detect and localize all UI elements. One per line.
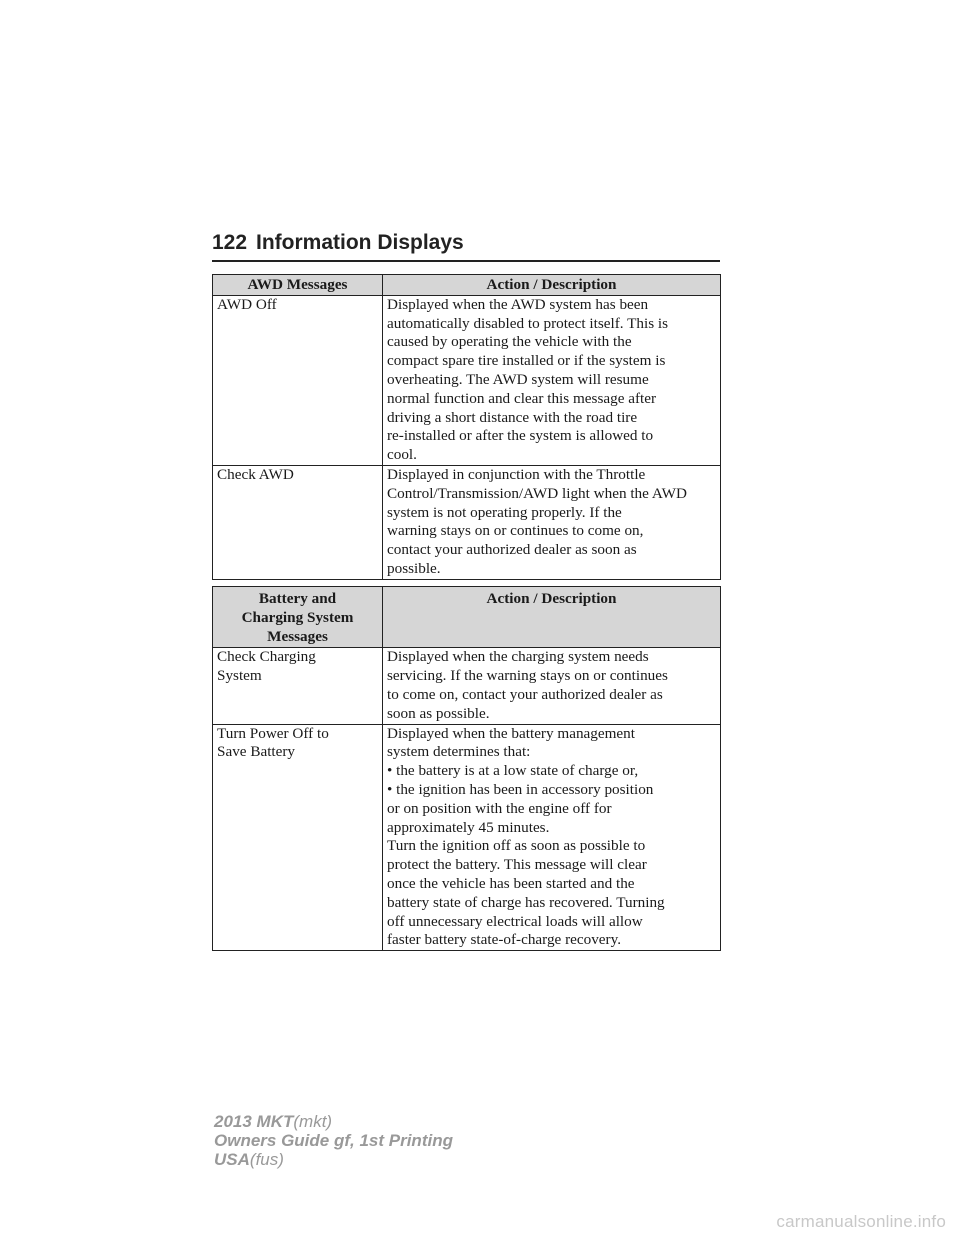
bullet-line: • the ignition has been in accessory position: [387, 780, 654, 798]
description-line: Turn the ignition off as soon as possible to: [387, 837, 646, 855]
footer-guide: Owners Guide gf, 1st Printing: [214, 1131, 453, 1150]
description-line: cool.: [387, 446, 417, 464]
description-line: system is not operating properly. If the: [387, 503, 622, 521]
description-line: possible.: [387, 559, 441, 577]
table-row: [213, 295, 721, 465]
table-row: [213, 648, 721, 724]
header-line: Battery and: [258, 590, 337, 607]
table-row: [213, 465, 721, 579]
description-line: servicing. If the warning stays on or continues: [387, 667, 668, 685]
message-line: System: [217, 667, 262, 685]
description-line: to come on, contact your authorized dealer as: [387, 685, 663, 703]
watermark-text: carmanualsonline.info: [776, 1212, 946, 1231]
message-cell: [213, 724, 383, 951]
column-header-action: Action / Description: [383, 275, 721, 296]
description-line: overheating. The AWD system will resume: [387, 370, 649, 388]
footer-model: 2013 MKT: [214, 1112, 294, 1131]
description-line: Displayed when the AWD system has been: [387, 295, 649, 313]
description-line: warning stays on or continues to come on,: [387, 522, 644, 540]
description-line: automatically disabled to protect itself. This is: [387, 314, 669, 332]
column-header-messages: [213, 587, 383, 648]
message-line: Check Charging: [217, 648, 316, 666]
description-line: system determines that:: [387, 743, 531, 761]
description-line: faster battery state-of-charge recovery.: [387, 931, 622, 949]
page-number: 122: [212, 231, 248, 254]
table-header-row: [213, 587, 721, 648]
description-line: or on position with the engine off for: [387, 799, 612, 817]
bullet-line: • the battery is at a low state of charge or,: [387, 762, 639, 780]
awd-messages-table: [212, 274, 721, 580]
description-line: compact spare tire installed or if the system is: [387, 352, 666, 370]
section-title: Information Displays: [256, 231, 464, 254]
footer-market: USA: [214, 1150, 250, 1169]
footer-line-model: [214, 1112, 453, 1131]
description-line: once the vehicle has been started and the: [387, 874, 635, 892]
table-header-row: [213, 275, 721, 296]
message-cell: AWD Off: [213, 295, 383, 465]
table-row: [213, 724, 721, 951]
message-cell: [213, 648, 383, 724]
column-header-messages: AWD Messages: [213, 275, 383, 296]
description-line: Displayed when the charging system needs: [387, 648, 649, 666]
description-line: battery state of charge has recovered. Turning: [387, 893, 665, 911]
header-line: Messages: [267, 627, 328, 645]
description-line: soon as possible.: [387, 704, 490, 722]
description-line: Displayed when the battery management: [387, 724, 635, 742]
description-line: driving a short distance with the road tire: [387, 408, 638, 426]
page-header: [212, 230, 720, 258]
description-cell: [383, 648, 721, 724]
battery-charging-messages-table: [212, 586, 721, 951]
description-line: Control/Transmission/AWD light when the AWD: [387, 484, 687, 502]
message-line: Turn Power Off to: [217, 724, 329, 742]
message-line: Save Battery: [217, 743, 296, 761]
footer-market-code: (fus): [249, 1150, 284, 1169]
description-cell: [383, 295, 721, 465]
description-line: approximately 45 minutes.: [387, 818, 550, 836]
header-line: Charging System: [241, 608, 354, 626]
description-line: Displayed in conjunction with the Throttle: [387, 465, 646, 483]
footer-model-code: (mkt): [293, 1112, 333, 1131]
column-header-action: Action / Description: [383, 587, 721, 648]
description-line: protect the battery. This message will clear: [387, 856, 647, 874]
description-line: re-installed or after the system is allowed to: [387, 427, 654, 445]
description-line: normal function and clear this message after: [387, 389, 657, 407]
description-cell: [383, 465, 721, 579]
description-line: contact your authorized dealer as soon as: [387, 541, 637, 559]
message-cell: Check AWD: [213, 465, 383, 579]
description-line: off unnecessary electrical loads will allow: [387, 912, 643, 930]
description-cell: [383, 724, 721, 951]
header-rule: [212, 260, 720, 262]
description-line: caused by operating the vehicle with the: [387, 333, 632, 351]
print-footer: [214, 1112, 453, 1169]
footer-line-market: [214, 1150, 453, 1169]
